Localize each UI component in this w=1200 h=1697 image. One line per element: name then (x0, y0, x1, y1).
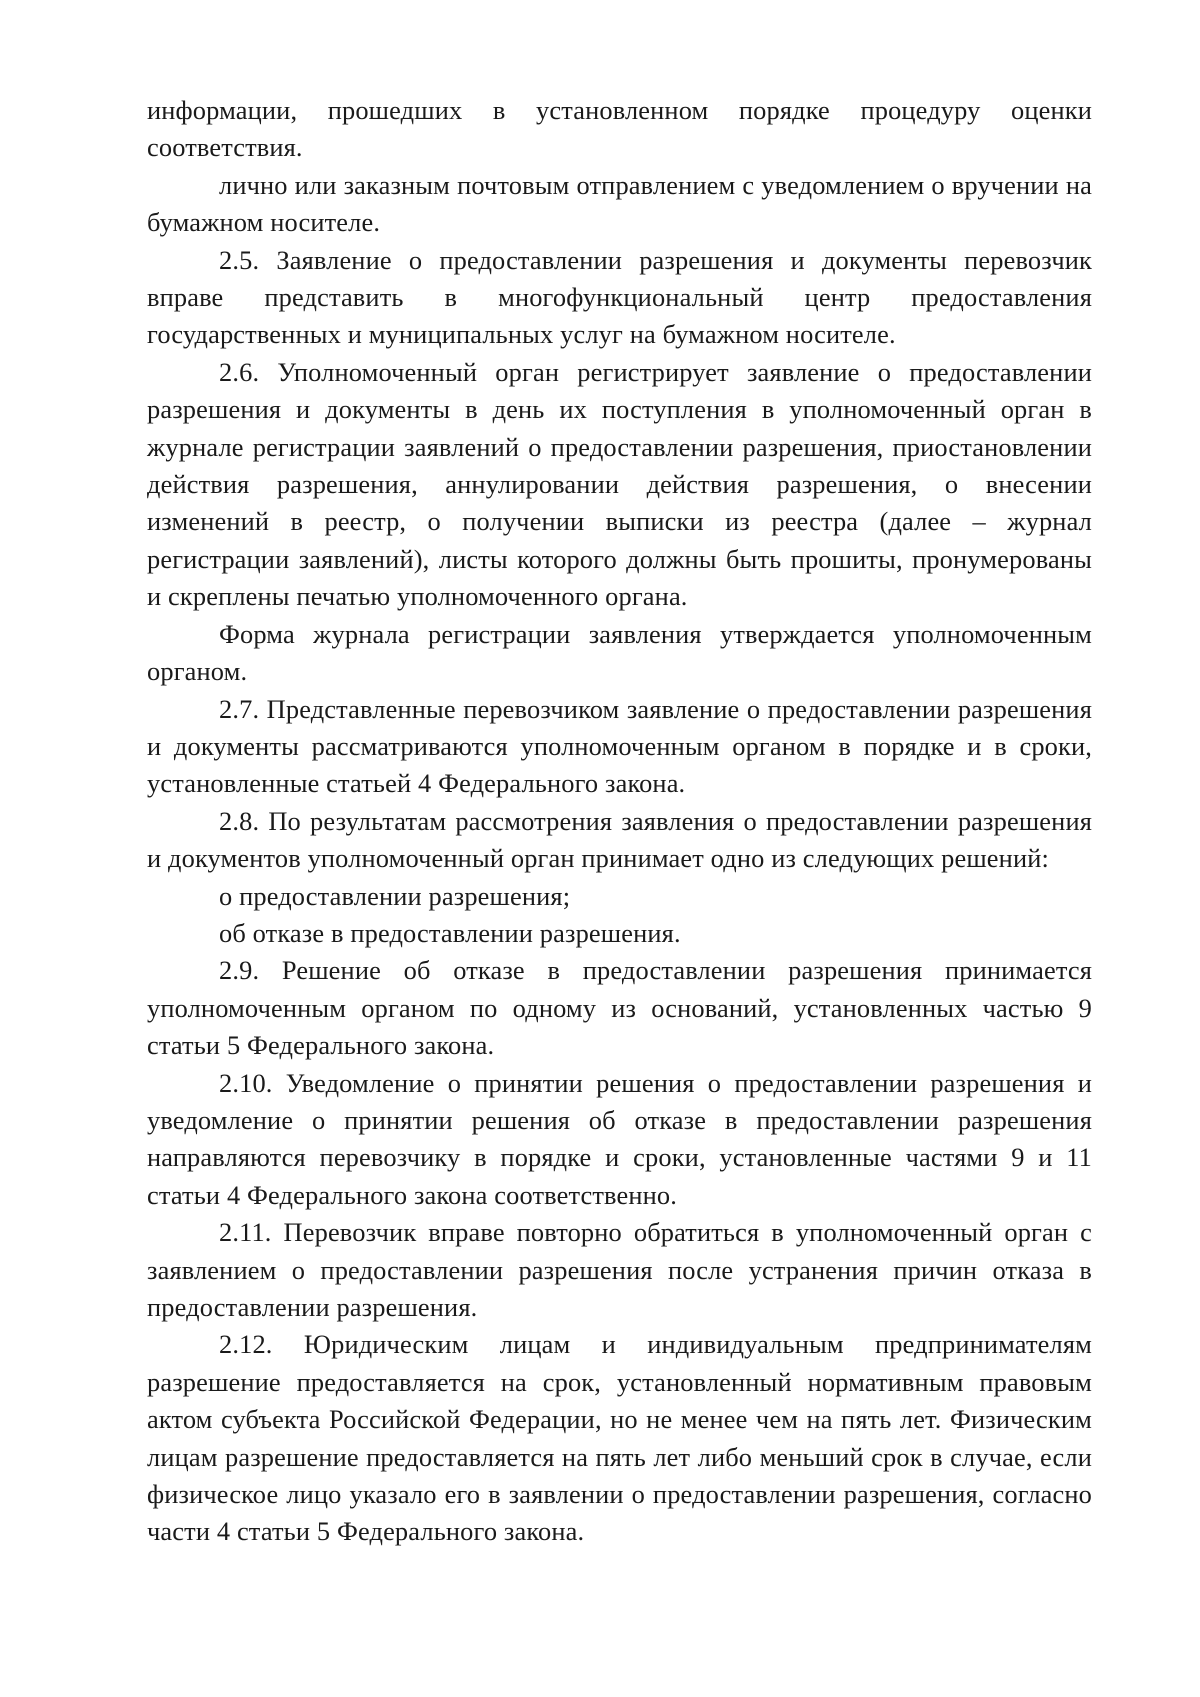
paragraph-2-12: 2.12. Юридическим лицам и индивидуальным предпринимателям разрешение предоставляется на срок, установленный нормативным правовым актом субъекта Российской Федерации, но не менее чем на пять лет. Физическим лицам разрешение предоставляется на пять лет либо меньший срок в случае, если физическое лицо указало его в заявлении о предоставлении разрешения, согласно части 4 статьи 5 Федерального закона. (147, 1329, 1092, 1547)
paragraph-continuation: информации, прошедших в установленном порядке процедуру оценки соответствия. (147, 95, 1092, 163)
paragraph-delivery-method: лично или заказным почтовым отправлением с уведомлением о вручении на бумажном носителе. (147, 169, 1092, 238)
paragraph-2-10: 2.10. Уведомление о принятии решения о предоставлении разрешения и уведомление о принятии решения об отказе в предоставлении разрешения направляются перевозчику в порядке и сроки, установленные частями 9 и 11 статьи 4 Федерального закона соответственно. (147, 1067, 1092, 1210)
paragraph-2-11: 2.11. Перевозчик вправе повторно обратиться в уполномоченный орган с заявлением о предоставлении разрешения после устранения причин отказа в предоставлении разрешения. (147, 1217, 1092, 1322)
document-body (147, 92, 1092, 1551)
paragraph-2-8: 2.8. По результатам рассмотрения заявления о предоставлении разрешения и документов уполномоченный орган принимает одно из следующих решений: (147, 805, 1092, 874)
paragraph-2-9: 2.9. Решение об отказе в предоставлении разрешения принимается уполномоченным органом по одному из оснований, установленных частью 9 статьи 5 Федерального закона. (147, 955, 1092, 1061)
paragraph-2-7: 2.7. Представленные перевозчиком заявление о предоставлении разрешения и документы рассматриваются уполномоченным органом в порядке и в сроки, установленные статьей 4 Федерального закона. (147, 693, 1092, 799)
paragraph-decision-grant: о предоставлении разрешения; (219, 880, 571, 911)
paragraph-journal-form: Форма журнала регистрации заявления утверждается уполномоченным органом. (147, 618, 1092, 687)
paragraph-2-6: 2.6. Уполномоченный орган регистрирует заявление о предоставлении разрешения и документы в день их поступления в уполномоченный орган в журнале регистрации заявлений о предоставлении разрешения, приостановлении действия разрешения, аннулировании действия разрешения, о внесении изменений в реестр, о получении выписки из реестра (далее – журнал регистрации заявлений), листы которого должны быть прошиты, пронумерованы и скреплены печатью уполномоченного органа. (147, 356, 1092, 612)
paragraph-decision-refusal: об отказе в предоставлении разрешения. (219, 917, 681, 948)
paragraph-2-5: 2.5. Заявление о предоставлении разрешения и документы перевозчик вправе представить в многофункциональный центр предоставления государственных и муниципальных услуг на бумажном носителе. (147, 244, 1092, 350)
